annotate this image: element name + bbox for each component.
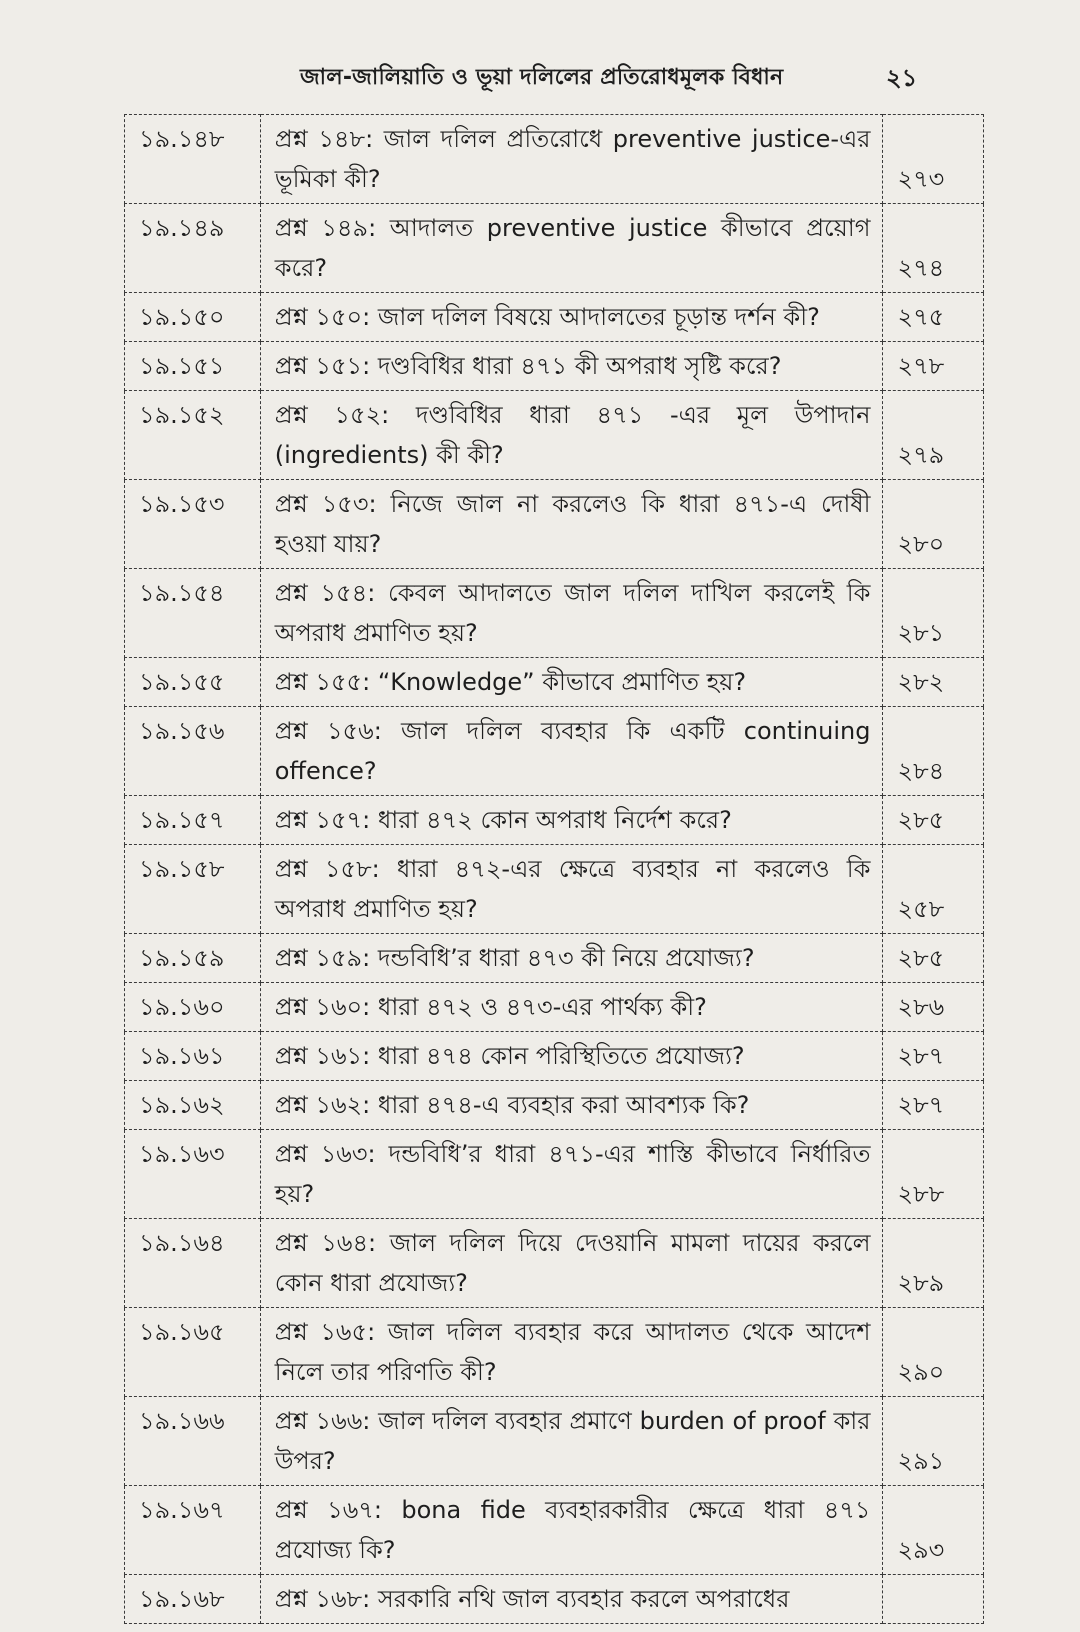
question-text: প্রশ্ন ১৬৩: দন্ডবিধি’র ধারা ৪৭১-এর শাস্তি কীভাবে নির্ধারিত হয়? (260, 1130, 883, 1219)
question-page-number: ২৮৫ (883, 934, 984, 983)
section-number: ১৯.১৫৩ (125, 480, 261, 569)
question-page-number: ২৭৮ (883, 342, 984, 391)
section-number: ১৯.১৬৮ (125, 1575, 261, 1624)
question-page-number: ২৭৫ (883, 293, 984, 342)
header-title: জাল-জালিয়াতি ও ভূয়া দলিলের প্রতিরোধমূলক বিধান (300, 65, 784, 90)
table-row (125, 1486, 984, 1575)
question-page-number: ২৯৩ (883, 1486, 984, 1575)
section-number: ১৯.১৬৪ (125, 1219, 261, 1308)
table-row (125, 934, 984, 983)
section-number: ১৯.১৫৮ (125, 845, 261, 934)
section-number: ১৯.১৫৫ (125, 658, 261, 707)
question-page-number: ২৫৮ (883, 845, 984, 934)
question-page-number: ২৮১ (883, 569, 984, 658)
question-page-number: ২৮৪ (883, 707, 984, 796)
section-number: ১৯.১৪৮ (125, 115, 261, 204)
running-header (0, 56, 1080, 96)
section-number: ১৯.১৬২ (125, 1081, 261, 1130)
question-text: প্রশ্ন ১৫১: দণ্ডবিধির ধারা ৪৭১ কী অপরাধ সৃষ্টি করে? (260, 342, 883, 391)
table-row (125, 658, 984, 707)
question-page-number (883, 1575, 984, 1624)
section-number: ১৯.১৫১ (125, 342, 261, 391)
question-page-number: ২৯১ (883, 1397, 984, 1486)
table-row (125, 1397, 984, 1486)
section-number: ১৯.১৫৯ (125, 934, 261, 983)
question-text: প্রশ্ন ১৫২: দণ্ডবিধির ধারা ৪৭১ -এর মূল উপাদান (ingredients) কী কী? (260, 391, 883, 480)
question-page-number: ২৮৫ (883, 796, 984, 845)
table-row (125, 204, 984, 293)
question-text: প্রশ্ন ১৫৯: দন্ডবিধি’র ধারা ৪৭৩ কী নিয়ে প্রযোজ্য? (260, 934, 883, 983)
question-page-number: ২৮৬ (883, 983, 984, 1032)
question-text: প্রশ্ন ১৫৬: জাল দলিল ব্যবহার কি একটি continuing offence? (260, 707, 883, 796)
section-number: ১৯.১৫৭ (125, 796, 261, 845)
table-row (125, 707, 984, 796)
question-page-number: ২৭৩ (883, 115, 984, 204)
question-page-number: ২৭৪ (883, 204, 984, 293)
question-page-number: ২৮৮ (883, 1130, 984, 1219)
table-row (125, 1130, 984, 1219)
table-row (125, 796, 984, 845)
question-text: প্রশ্ন ১৬৫: জাল দলিল ব্যবহার করে আদালত থেকে আদেশ নিলে তার পরিণতি কী? (260, 1308, 883, 1397)
question-text: প্রশ্ন ১৬০: ধারা ৪৭২ ও ৪৭৩-এর পার্থক্য কী? (260, 983, 883, 1032)
question-text: প্রশ্ন ১৬১: ধারা ৪৭৪ কোন পরিস্থিতিতে প্রযোজ্য? (260, 1032, 883, 1081)
question-text: প্রশ্ন ১৬২: ধারা ৪৭৪-এ ব্যবহার করা আবশ্যক কি? (260, 1081, 883, 1130)
section-number: ১৯.১৬৬ (125, 1397, 261, 1486)
page-number: ২১ (886, 64, 918, 92)
question-page-number: ২৯০ (883, 1308, 984, 1397)
section-number: ১৯.১৫০ (125, 293, 261, 342)
table-row (125, 983, 984, 1032)
contents-table-body (125, 115, 984, 1624)
table-row (125, 845, 984, 934)
question-page-number: ২৮৭ (883, 1032, 984, 1081)
section-number: ১৯.১৬৩ (125, 1130, 261, 1219)
table-row (125, 1575, 984, 1624)
contents-table (124, 114, 984, 1624)
question-page-number: ২৭৯ (883, 391, 984, 480)
question-text: প্রশ্ন ১৫৫: “Knowledge” কীভাবে প্রমাণিত হয়? (260, 658, 883, 707)
question-text: প্রশ্ন ১৬৪: জাল দলিল দিয়ে দেওয়ানি মামলা দায়ের করলে কোন ধারা প্রযোজ্য? (260, 1219, 883, 1308)
section-number: ১৯.১৬১ (125, 1032, 261, 1081)
question-text: প্রশ্ন ১৫০: জাল দলিল বিষয়ে আদালতের চূড়ান্ত দর্শন কী? (260, 293, 883, 342)
table-row (125, 115, 984, 204)
section-number: ১৯.১৫২ (125, 391, 261, 480)
table-row (125, 342, 984, 391)
question-page-number: ২৮৭ (883, 1081, 984, 1130)
table-row (125, 480, 984, 569)
question-page-number: ২৮২ (883, 658, 984, 707)
question-text: প্রশ্ন ১৬৭: bona fide ব্যবহারকারীর ক্ষেত্রে ধারা ৪৭১ প্রযোজ্য কি? (260, 1486, 883, 1575)
table-row (125, 293, 984, 342)
question-page-number: ২৮০ (883, 480, 984, 569)
section-number: ১৯.১৬০ (125, 983, 261, 1032)
table-row (125, 569, 984, 658)
table-row (125, 1081, 984, 1130)
question-text: প্রশ্ন ১৫৮: ধারা ৪৭২-এর ক্ষেত্রে ব্যবহার না করলেও কি অপরাধ প্রমাণিত হয়? (260, 845, 883, 934)
table-row (125, 1032, 984, 1081)
question-text: প্রশ্ন ১৬৬: জাল দলিল ব্যবহার প্রমাণে burden of proof কার উপর? (260, 1397, 883, 1486)
section-number: ১৯.১৬৫ (125, 1308, 261, 1397)
question-text: প্রশ্ন ১৪৯: আদালত preventive justice কীভাবে প্রয়োগ করে? (260, 204, 883, 293)
section-number: ১৯.১৫৪ (125, 569, 261, 658)
question-text: প্রশ্ন ১৫৭: ধারা ৪৭২ কোন অপরাধ নির্দেশ করে? (260, 796, 883, 845)
question-text: প্রশ্ন ১৪৮: জাল দলিল প্রতিরোধে preventive justice-এর ভূমিকা কী? (260, 115, 883, 204)
table-row (125, 1308, 984, 1397)
section-number: ১৯.১৫৬ (125, 707, 261, 796)
table-row (125, 391, 984, 480)
question-text: প্রশ্ন ১৫৩: নিজে জাল না করলেও কি ধারা ৪৭১-এ দোষী হওয়া যায়? (260, 480, 883, 569)
question-text: প্রশ্ন ১৬৮: সরকারি নথি জাল ব্যবহার করলে অপরাধের (260, 1575, 883, 1624)
question-text: প্রশ্ন ১৫৪: কেবল আদালতে জাল দলিল দাখিল করলেই কি অপরাধ প্রমাণিত হয়? (260, 569, 883, 658)
question-page-number: ২৮৯ (883, 1219, 984, 1308)
table-row (125, 1219, 984, 1308)
section-number: ১৯.১৬৭ (125, 1486, 261, 1575)
section-number: ১৯.১৪৯ (125, 204, 261, 293)
